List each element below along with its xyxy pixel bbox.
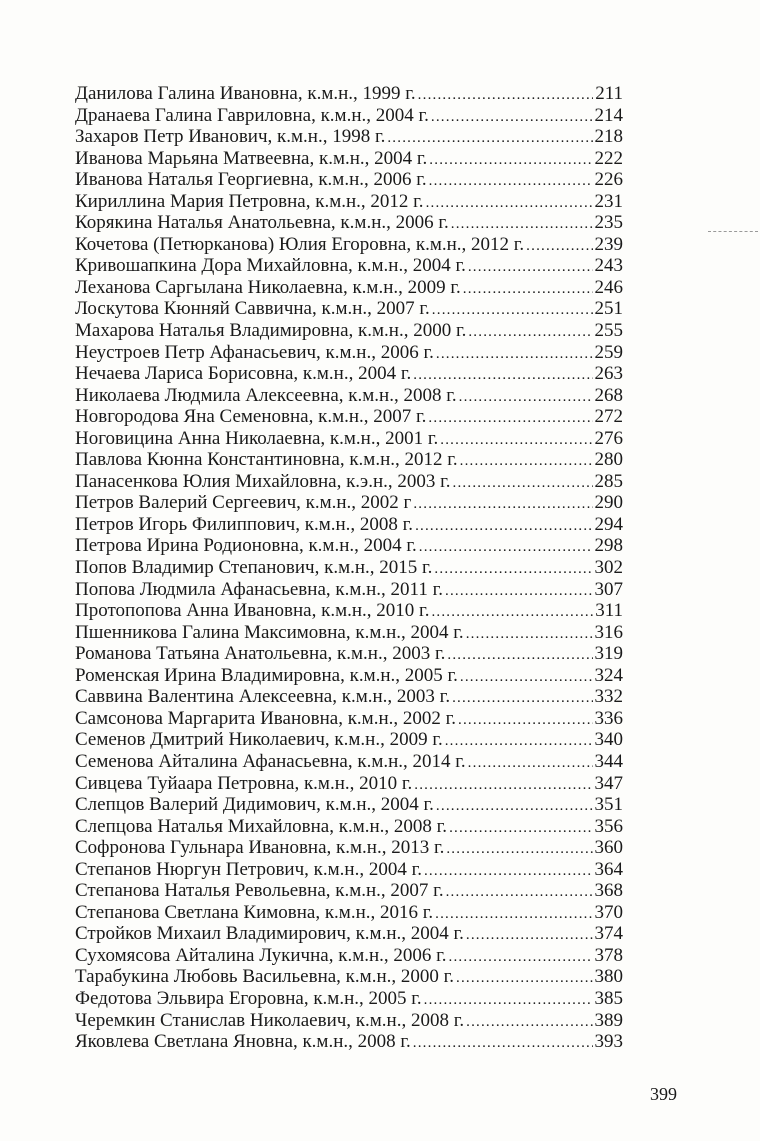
entry-page: 311	[595, 600, 623, 622]
entry-author: Черемкин Станислав Николаевич, к.м.н., 2008 г.	[75, 1009, 465, 1031]
dot-leader	[446, 839, 592, 861]
entry-author: Степанова Наталья Револьевна, к.м.н., 2007 г.	[75, 880, 444, 902]
dot-leader	[458, 710, 592, 732]
entry-page: 368	[594, 880, 623, 902]
dot-leader	[413, 494, 592, 516]
toc-entry	[75, 751, 623, 773]
entry-page: 251	[594, 298, 623, 320]
toc-entry	[75, 277, 623, 299]
entry-page: 360	[594, 837, 623, 859]
entry-author: Петрова Ирина Родионовна, к.м.н., 2004 г.	[75, 535, 417, 557]
toc-entry	[75, 988, 623, 1010]
toc-entry	[75, 83, 623, 105]
entry-author: Кривошапкина Дора Михайловна, к.м.н., 2004 г.	[75, 255, 466, 277]
entry-page: 255	[594, 320, 623, 342]
entry-author: Степанов Нюргун Петрович, к.м.н., 2004 г.	[75, 858, 422, 880]
toc-entry	[75, 1010, 623, 1032]
toc-entry	[75, 320, 623, 342]
entry-author: Нечаева Лариса Борисовна, к.м.н., 2004 г.	[75, 363, 412, 385]
dot-leader	[431, 602, 593, 624]
dot-leader	[414, 775, 592, 797]
entry-author: Яковлева Светлана Яновна, к.м.н., 2008 г.	[75, 1031, 411, 1053]
entry-author: Слепцов Валерий Дидимович, к.м.н., 2004 г.	[75, 794, 434, 816]
entry-author: Федотова Эльвира Егоровна, к.м.н., 2005 г.	[75, 987, 422, 1009]
entry-page: 319	[594, 643, 623, 665]
entry-author: Слепцова Наталья Михайловна, к.м.н., 2008 г.	[75, 815, 448, 837]
dot-leader	[435, 904, 592, 926]
entry-page: 263	[594, 363, 623, 385]
entry-author: Попова Людмила Афанасьевна, к.м.н., 2011 г.	[75, 578, 443, 600]
toc-entry	[75, 557, 623, 579]
entry-page: 344	[594, 750, 623, 772]
entry-author: Самсонова Маргарита Ивановна, к.м.н., 2002 г.	[75, 707, 457, 729]
dot-leader	[424, 990, 593, 1012]
entry-page: 259	[594, 341, 623, 363]
toc-entry	[75, 643, 623, 665]
entry-author: Иванова Марьяна Матвеевна, к.м.н., 2004 г.	[75, 147, 428, 169]
toc-entry	[75, 622, 623, 644]
entry-page: 340	[594, 729, 623, 751]
toc-entry	[75, 708, 623, 730]
toc-entry	[75, 514, 623, 536]
entry-page: 211	[595, 83, 623, 104]
entry-page: 239	[594, 233, 623, 255]
entry-page: 316	[594, 621, 623, 643]
entry-author: Николаева Людмила Алексеевна, к.м.н., 2008 г.	[75, 384, 457, 406]
entry-page: 268	[594, 384, 623, 406]
entry-page: 347	[594, 772, 623, 794]
entry-author: Кочетова (Петюрканова) Юлия Егоровна, к.м.н., 2012 г.	[75, 233, 525, 255]
dot-leader	[468, 257, 593, 279]
entry-page: 226	[594, 169, 623, 191]
toc-entry	[75, 234, 623, 256]
entry-author: Семенова Айталина Афанасьевна, к.м.н., 2014 г.	[75, 750, 466, 772]
entry-author: Петров Игорь Филиппович, к.м.н., 2008 г.	[75, 513, 414, 535]
entry-author: Кириллина Мария Петровна, к.м.н., 2012 г.	[75, 190, 424, 212]
entry-author: Корякина Наталья Анатольевна, к.м.н., 2006 г.	[75, 212, 449, 234]
dot-leader	[468, 753, 593, 775]
toc-entry	[75, 169, 623, 191]
toc-entry	[75, 945, 623, 967]
entry-page: 324	[594, 664, 623, 686]
entry-author: Захаров Петр Иванович, к.м.н., 1998 г.	[75, 126, 386, 148]
dot-leader	[459, 387, 593, 409]
dot-leader	[413, 1033, 593, 1055]
toc-entry	[75, 492, 623, 514]
entry-author: Ноговицина Анна Николаевна, к.м.н., 2001 г.	[75, 427, 439, 449]
entry-page: 370	[594, 901, 623, 923]
entry-page: 351	[594, 794, 623, 816]
entry-page: 307	[594, 578, 623, 600]
dot-leader	[387, 128, 592, 150]
entry-author: Иванова Наталья Георгиевна, к.м.н., 2006 г.	[75, 169, 427, 191]
entry-page: 385	[594, 987, 623, 1009]
toc-entry	[75, 966, 623, 988]
toc-entry	[75, 342, 623, 364]
entry-page: 290	[594, 492, 623, 514]
entry-page: 336	[594, 707, 623, 729]
entry-author: Махарова Наталья Владимировна, к.м.н., 2000 г.	[75, 320, 467, 342]
entry-page: 294	[594, 513, 623, 535]
toc-entry	[75, 923, 623, 945]
dot-leader	[428, 408, 592, 430]
dot-leader	[468, 322, 592, 344]
entry-page: 272	[594, 406, 623, 428]
entry-page: 364	[594, 858, 623, 880]
dot-leader	[451, 214, 593, 236]
toc-entry	[75, 255, 623, 277]
toc-entry	[75, 579, 623, 601]
dot-leader	[429, 171, 593, 193]
toc-entry	[75, 837, 623, 859]
toc-entry	[75, 363, 623, 385]
toc-entry	[75, 191, 623, 213]
toc-entry	[75, 816, 623, 838]
entry-author: Тарабукина Любовь Васильевна, к.м.н., 2000 г.	[75, 966, 455, 988]
toc-entry	[75, 600, 623, 622]
entry-page: 231	[594, 190, 623, 212]
entry-page: 378	[594, 944, 623, 966]
entry-author: Новгородова Яна Семеновна, к.м.н., 2007 г.	[75, 406, 427, 428]
dot-leader	[456, 968, 592, 990]
entry-author: Саввина Валентина Алексеевна, к.м.н., 2003 г.	[75, 686, 451, 708]
toc-entry	[75, 298, 623, 320]
entry-page: 302	[594, 557, 623, 579]
toc-entry	[75, 1031, 623, 1053]
dot-leader	[419, 537, 593, 559]
entry-page: 243	[594, 255, 623, 277]
toc-entry	[75, 729, 623, 751]
dot-leader	[463, 279, 593, 301]
entry-author: Степанова Светлана Кимовна, к.м.н., 2016 г.	[75, 901, 434, 923]
entry-author: Роменская Ирина Владимировна, к.м.н., 2005 г.	[75, 664, 458, 686]
entry-author: Данилова Галина Ивановна, к.м.н., 1999 г.	[75, 83, 416, 104]
toc-entry	[75, 428, 623, 450]
entry-page: 276	[594, 427, 623, 449]
entry-page: 218	[594, 126, 623, 148]
dot-leader	[526, 236, 592, 258]
entry-author: Романова Татьяна Анатольевна, к.м.н., 2003 г.	[75, 643, 446, 665]
dot-leader	[466, 925, 593, 947]
dot-leader	[413, 365, 592, 387]
dot-leader	[449, 818, 592, 840]
entry-page: 389	[594, 1009, 623, 1031]
entry-page: 332	[594, 686, 623, 708]
dot-leader	[446, 882, 593, 904]
dot-leader	[432, 300, 593, 322]
dot-leader	[415, 516, 592, 538]
dot-leader	[445, 731, 593, 753]
toc-entry	[75, 449, 623, 471]
dot-leader	[431, 107, 593, 129]
toc-entry	[75, 212, 623, 234]
dot-leader	[466, 624, 593, 646]
entry-page: 222	[594, 147, 623, 169]
toc-entry	[75, 686, 623, 708]
entry-author: Дранаева Галина Гавриловна, к.м.н., 2004 г.	[75, 104, 429, 126]
toc-entry	[75, 773, 623, 795]
toc-entry	[75, 148, 623, 170]
entry-author: Сухомясова Айталина Лукична, к.м.н., 2006 г.	[75, 944, 447, 966]
entry-author: Панасенкова Юлия Михайловна, к.э.н., 2003 г.	[75, 470, 451, 492]
page-number: 399	[650, 1084, 677, 1104]
dot-leader	[424, 861, 593, 883]
entry-page: 380	[594, 966, 623, 988]
entry-author: Павлова Кюнна Константиновна, к.м.н., 2012 г.	[75, 449, 458, 471]
dot-leader	[449, 947, 593, 969]
dot-leader	[426, 193, 593, 215]
entry-author: Леханова Саргылана Николаевна, к.м.н., 2009 г.	[75, 276, 461, 298]
entry-author: Попов Владимир Степанович, к.м.н., 2015 г.	[75, 557, 433, 579]
entry-author: Протопопова Анна Ивановна, к.м.н., 2010 г.	[75, 600, 430, 622]
dot-leader	[436, 344, 593, 366]
toc-entry	[75, 105, 623, 127]
dot-leader	[434, 559, 592, 581]
entry-page: 285	[594, 470, 623, 492]
dot-leader	[440, 430, 592, 452]
dot-leader	[429, 150, 592, 172]
entry-page: 246	[594, 276, 623, 298]
entry-page: 298	[594, 535, 623, 557]
entry-author: Софронова Гульнара Ивановна, к.м.н., 2013 г.	[75, 837, 445, 859]
toc-entry	[75, 385, 623, 407]
entry-page: 356	[594, 815, 623, 837]
toc-entry	[75, 880, 623, 902]
entry-author: Петров Валерий Сергеевич, к.м.н., 2002 г	[75, 492, 412, 514]
entry-author: Пшенникова Галина Максимовна, к.м.н., 2004 г.	[75, 621, 464, 643]
dot-leader	[436, 796, 593, 818]
toc-entry	[75, 902, 623, 924]
toc-entry	[75, 535, 623, 557]
entry-page: 393	[594, 1031, 623, 1053]
dot-leader	[466, 1012, 592, 1034]
entry-page: 374	[594, 923, 623, 945]
table-of-contents	[75, 83, 623, 1053]
dot-leader	[445, 581, 593, 603]
scan-artifact-divider	[708, 231, 758, 232]
dot-leader	[447, 645, 592, 667]
entry-page: 280	[594, 449, 623, 471]
entry-author: Сивцева Туйаара Петровна, к.м.н., 2010 г.	[75, 772, 413, 794]
entry-author: Стройков Михаил Владимирович, к.м.н., 2004 г.	[75, 923, 464, 945]
entry-author: Лоскутова Кюнняй Саввична, к.м.н., 2007 г.	[75, 298, 430, 320]
entry-page: 214	[594, 104, 623, 126]
entry-page: 235	[594, 212, 623, 234]
toc-entry	[75, 859, 623, 881]
dot-leader	[418, 85, 594, 107]
toc-entry	[75, 126, 623, 148]
entry-author: Семенов Дмитрий Николаевич, к.м.н., 2009 г.	[75, 729, 443, 751]
dot-leader	[452, 688, 592, 710]
toc-entry	[75, 406, 623, 428]
toc-entry	[75, 471, 623, 493]
toc-entry	[75, 665, 623, 687]
dot-leader	[460, 667, 593, 689]
dot-leader	[453, 473, 593, 495]
entry-author: Неустроев Петр Афанасьевич, к.м.н., 2006 г.	[75, 341, 434, 363]
toc-entry	[75, 794, 623, 816]
dot-leader	[460, 451, 593, 473]
